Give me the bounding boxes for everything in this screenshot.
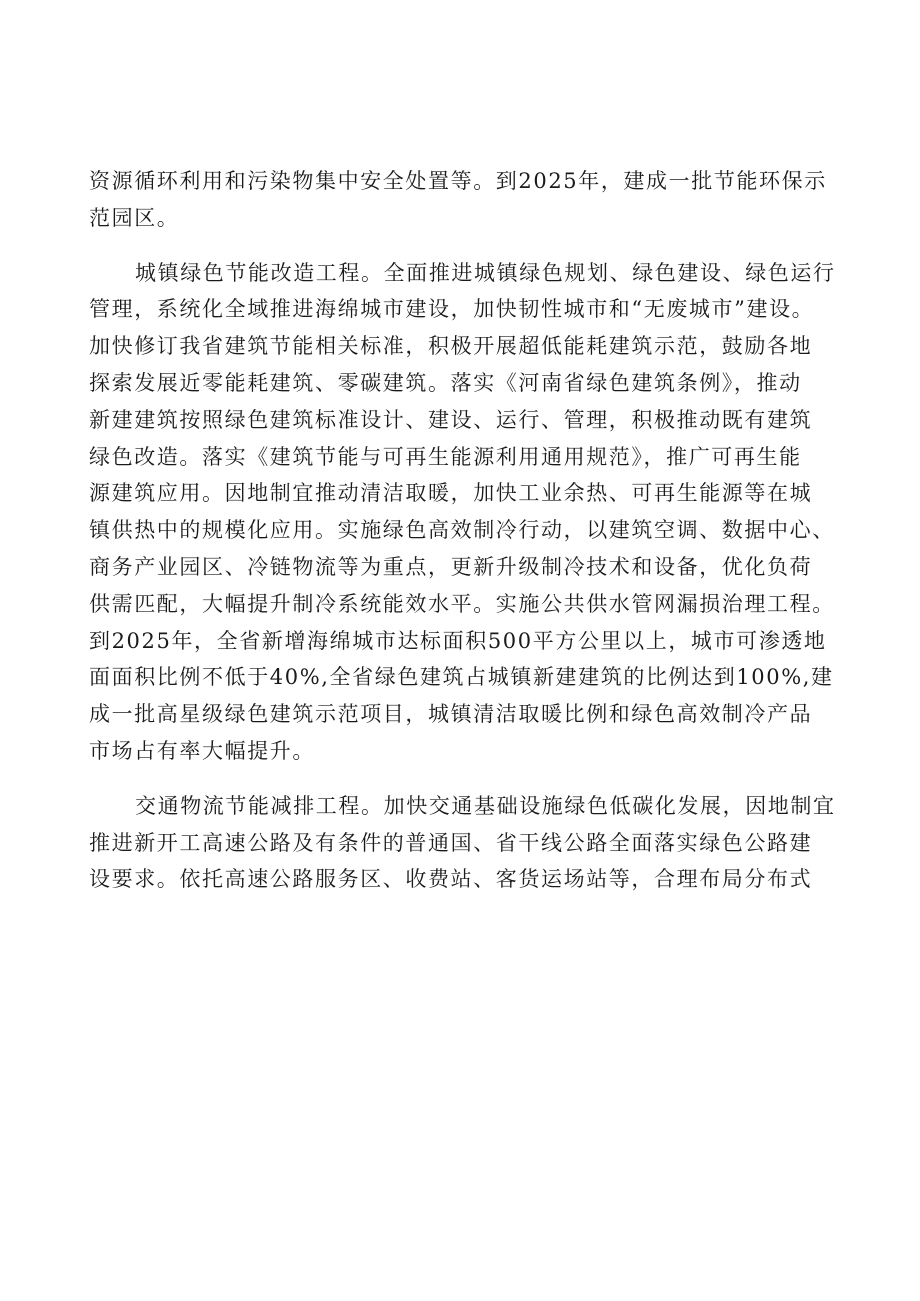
- text-line: 新建建筑按照绿色建筑标准设计、建设、运行、管理，积极推动既有建筑: [89, 407, 813, 432]
- text-line: 供需匹配，大幅提升制冷系统能效水平。实施公共供水管网漏损治理工程。: [89, 591, 835, 616]
- text-line: 源建筑应用。因地制宜推动清洁取暖，加快工业余热、可再生能源等在城: [89, 481, 813, 506]
- document-body: [89, 163, 849, 898]
- text-line: 镇供热中的规模化应用。实施绿色高效制冷行动，以建筑空调、数据中心、: [89, 518, 835, 543]
- text-line: 推进新开工高速公路及有条件的普通国、省干线公路全面落实绿色公路建: [89, 830, 813, 855]
- text-line: 范园区。: [89, 205, 180, 230]
- text-line: 商务产业园区、冷链物流等为重点，更新升级制冷技术和设备，优化负荷: [89, 554, 813, 579]
- paragraph-2: [89, 255, 849, 770]
- text-line: 设要求。依托高速公路服务区、收费站、客货运场站等，合理布局分布式: [89, 867, 813, 892]
- text-line: 城镇绿色节能改造工程。全面推进城镇绿色规划、绿色建设、绿色运行: [135, 260, 836, 285]
- text-line: 探索发展近零能耗建筑、零碳建筑。落实《河南省绿色建筑条例》，推动: [89, 370, 802, 395]
- text-line: 交通物流节能减排工程。加快交通基础设施绿色低碳化发展，因地制宜: [135, 793, 836, 818]
- text-line: 到2025年，全省新增海绵城市达标面积500平方公里以上，城市可渗透地: [89, 628, 827, 653]
- text-line: 管理，系统化全域推进海绵城市建设，加快韧性城市和“无废城市”建设。: [89, 297, 815, 322]
- text-line: 面面积比例不低于40%,全省绿色建筑占城镇新建建筑的比例达到100%,建: [89, 665, 834, 690]
- text-line: 加快修订我省建筑节能相关标准，积极开展超低能耗建筑示范，鼓励各地: [89, 334, 813, 359]
- paragraph-3: [89, 788, 849, 898]
- text-line: 成一批高星级绿色建筑示范项目，城镇清洁取暖比例和绿色高效制冷产品: [89, 702, 813, 727]
- text-line: 绿色改造。落实《建筑节能与可再生能源利用通用规范》，推广可再生能: [89, 444, 802, 469]
- text-line: 资源循环利用和污染物集中安全处置等。到2025年，建成一批节能环保示: [89, 169, 827, 193]
- paragraph-1: [89, 163, 849, 237]
- text-line: 市场占有率大幅提升。: [89, 738, 315, 763]
